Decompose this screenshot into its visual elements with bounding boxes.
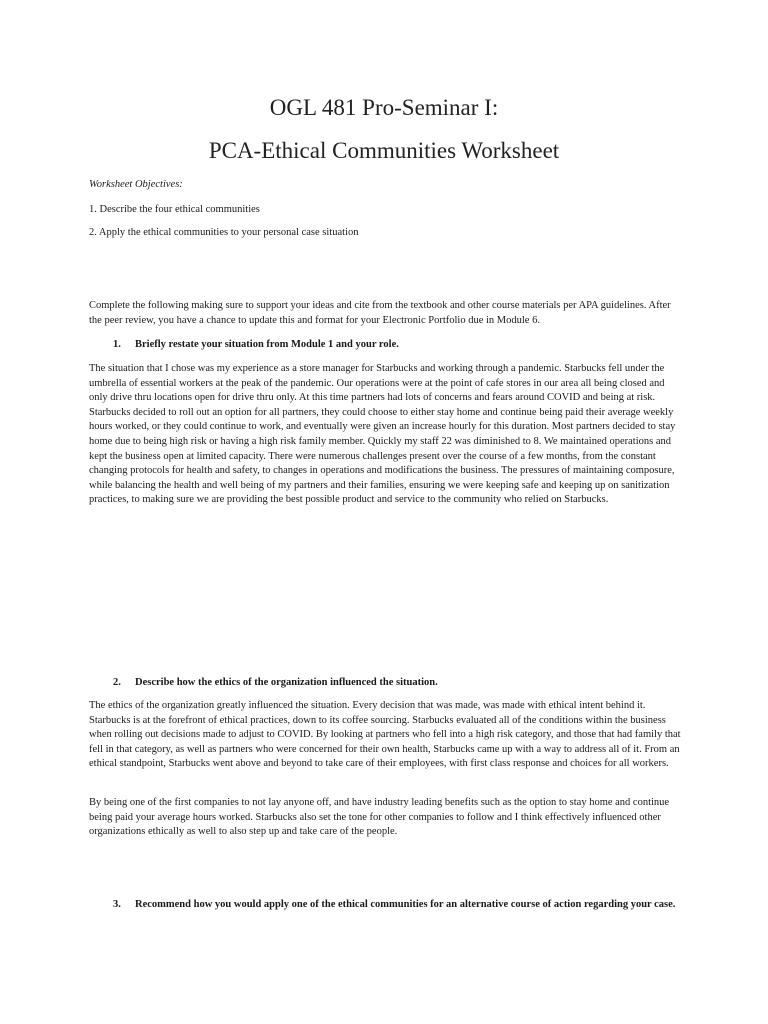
objective-2: 2. Apply the ethical communities to your personal case situation — [89, 227, 359, 238]
question-2-heading — [113, 676, 683, 691]
answer-2-paragraph-1: The ethics of the organization greatly influenced the situation. Every decision that was made, was made with ethical intent behind it. Starbucks is at the forefront of ethical practices, down to its coffee sourcing. Starbucks evaluated all of the conditions within the business when rolling out decisions made to adjust to COVID. By looking at partners who fell into a high risk category, and those that had family that fell in that category, as well as partners who were concerned for their own health, Starbucks came up with a way to address all of it. From an ethical standpoint, Starbucks went above and beyond to take care of their employees, with first class response and choices for all workers. — [89, 700, 681, 770]
question-3-heading — [113, 898, 683, 913]
answer-2-paragraph-2: By being one of the first companies to not lay anyone off, and have industry leading benefits such as the option to stay home and continue being paid your average hours worked. Starbucks also set the tone for other companies to follow and I think effectively influenced other organizations ethically as well to also step up and take care of the people. — [89, 797, 670, 838]
question-1-text: Briefly restate your situation from Module 1 and your role. — [135, 339, 399, 350]
objective-1: 1. Describe the four ethical communities — [89, 204, 260, 215]
instructions-paragraph: Complete the following making sure to support your ideas and cite from the textbook and other course materials per APA guidelines. After the peer review, you have a chance to update this and format for your Electronic Portfolio due in Module 6. — [89, 300, 671, 326]
question-1-number: 1. — [113, 339, 121, 350]
document-title-line-1: OGL 481 Pro-Seminar I: — [269, 95, 499, 120]
objectives-label: Worksheet Objectives: — [89, 179, 183, 190]
question-3-text: Recommend how you would apply one of the ethical communities for an alternative course of action regarding your case. — [135, 899, 676, 910]
document-title-line-2: PCA-Ethical Communities Worksheet — [208, 138, 560, 163]
question-2-text: Describe how the ethics of the organization influenced the situation. — [135, 677, 438, 688]
question-1-heading — [113, 338, 683, 353]
answer-1-paragraph: The situation that I chose was my experience as a store manager for Starbucks and working through a pandemic. Starbucks fell under the umbrella of essential workers at the peak of the pandemic. Our operations were at the point of cafe stores in our area all being closed and only drive thru locations open for drive thru only. At this time partners had lots of concerns and fears around COVID and being at risk. Starbucks decided to roll out an option for all partners, they could choose to either stay home and continue being paid their average weekly hours worked, or they could continue to work, and eventually were given an increase hourly for this duration. Most partners decided to stay home due to being high risk or having a high risk family member. Quickly my staff 22 was diminished to 8. We maintained operations and kept the business open at limited capacity. There were numerous challenges present over the course of a few months, from the constant changing protocols for health and safety, to changes in operations and modifications the business. The pressures of maintaining composure, while balancing the health and well being of my partners and their families, ensuring we were keeping safe and keeping up on sanitization practices, to making sure we are providing the best possible product and service to the community who relied on Starbucks. — [89, 363, 676, 506]
question-3-number: 3. — [113, 899, 121, 910]
question-2-number: 2. — [113, 677, 121, 688]
